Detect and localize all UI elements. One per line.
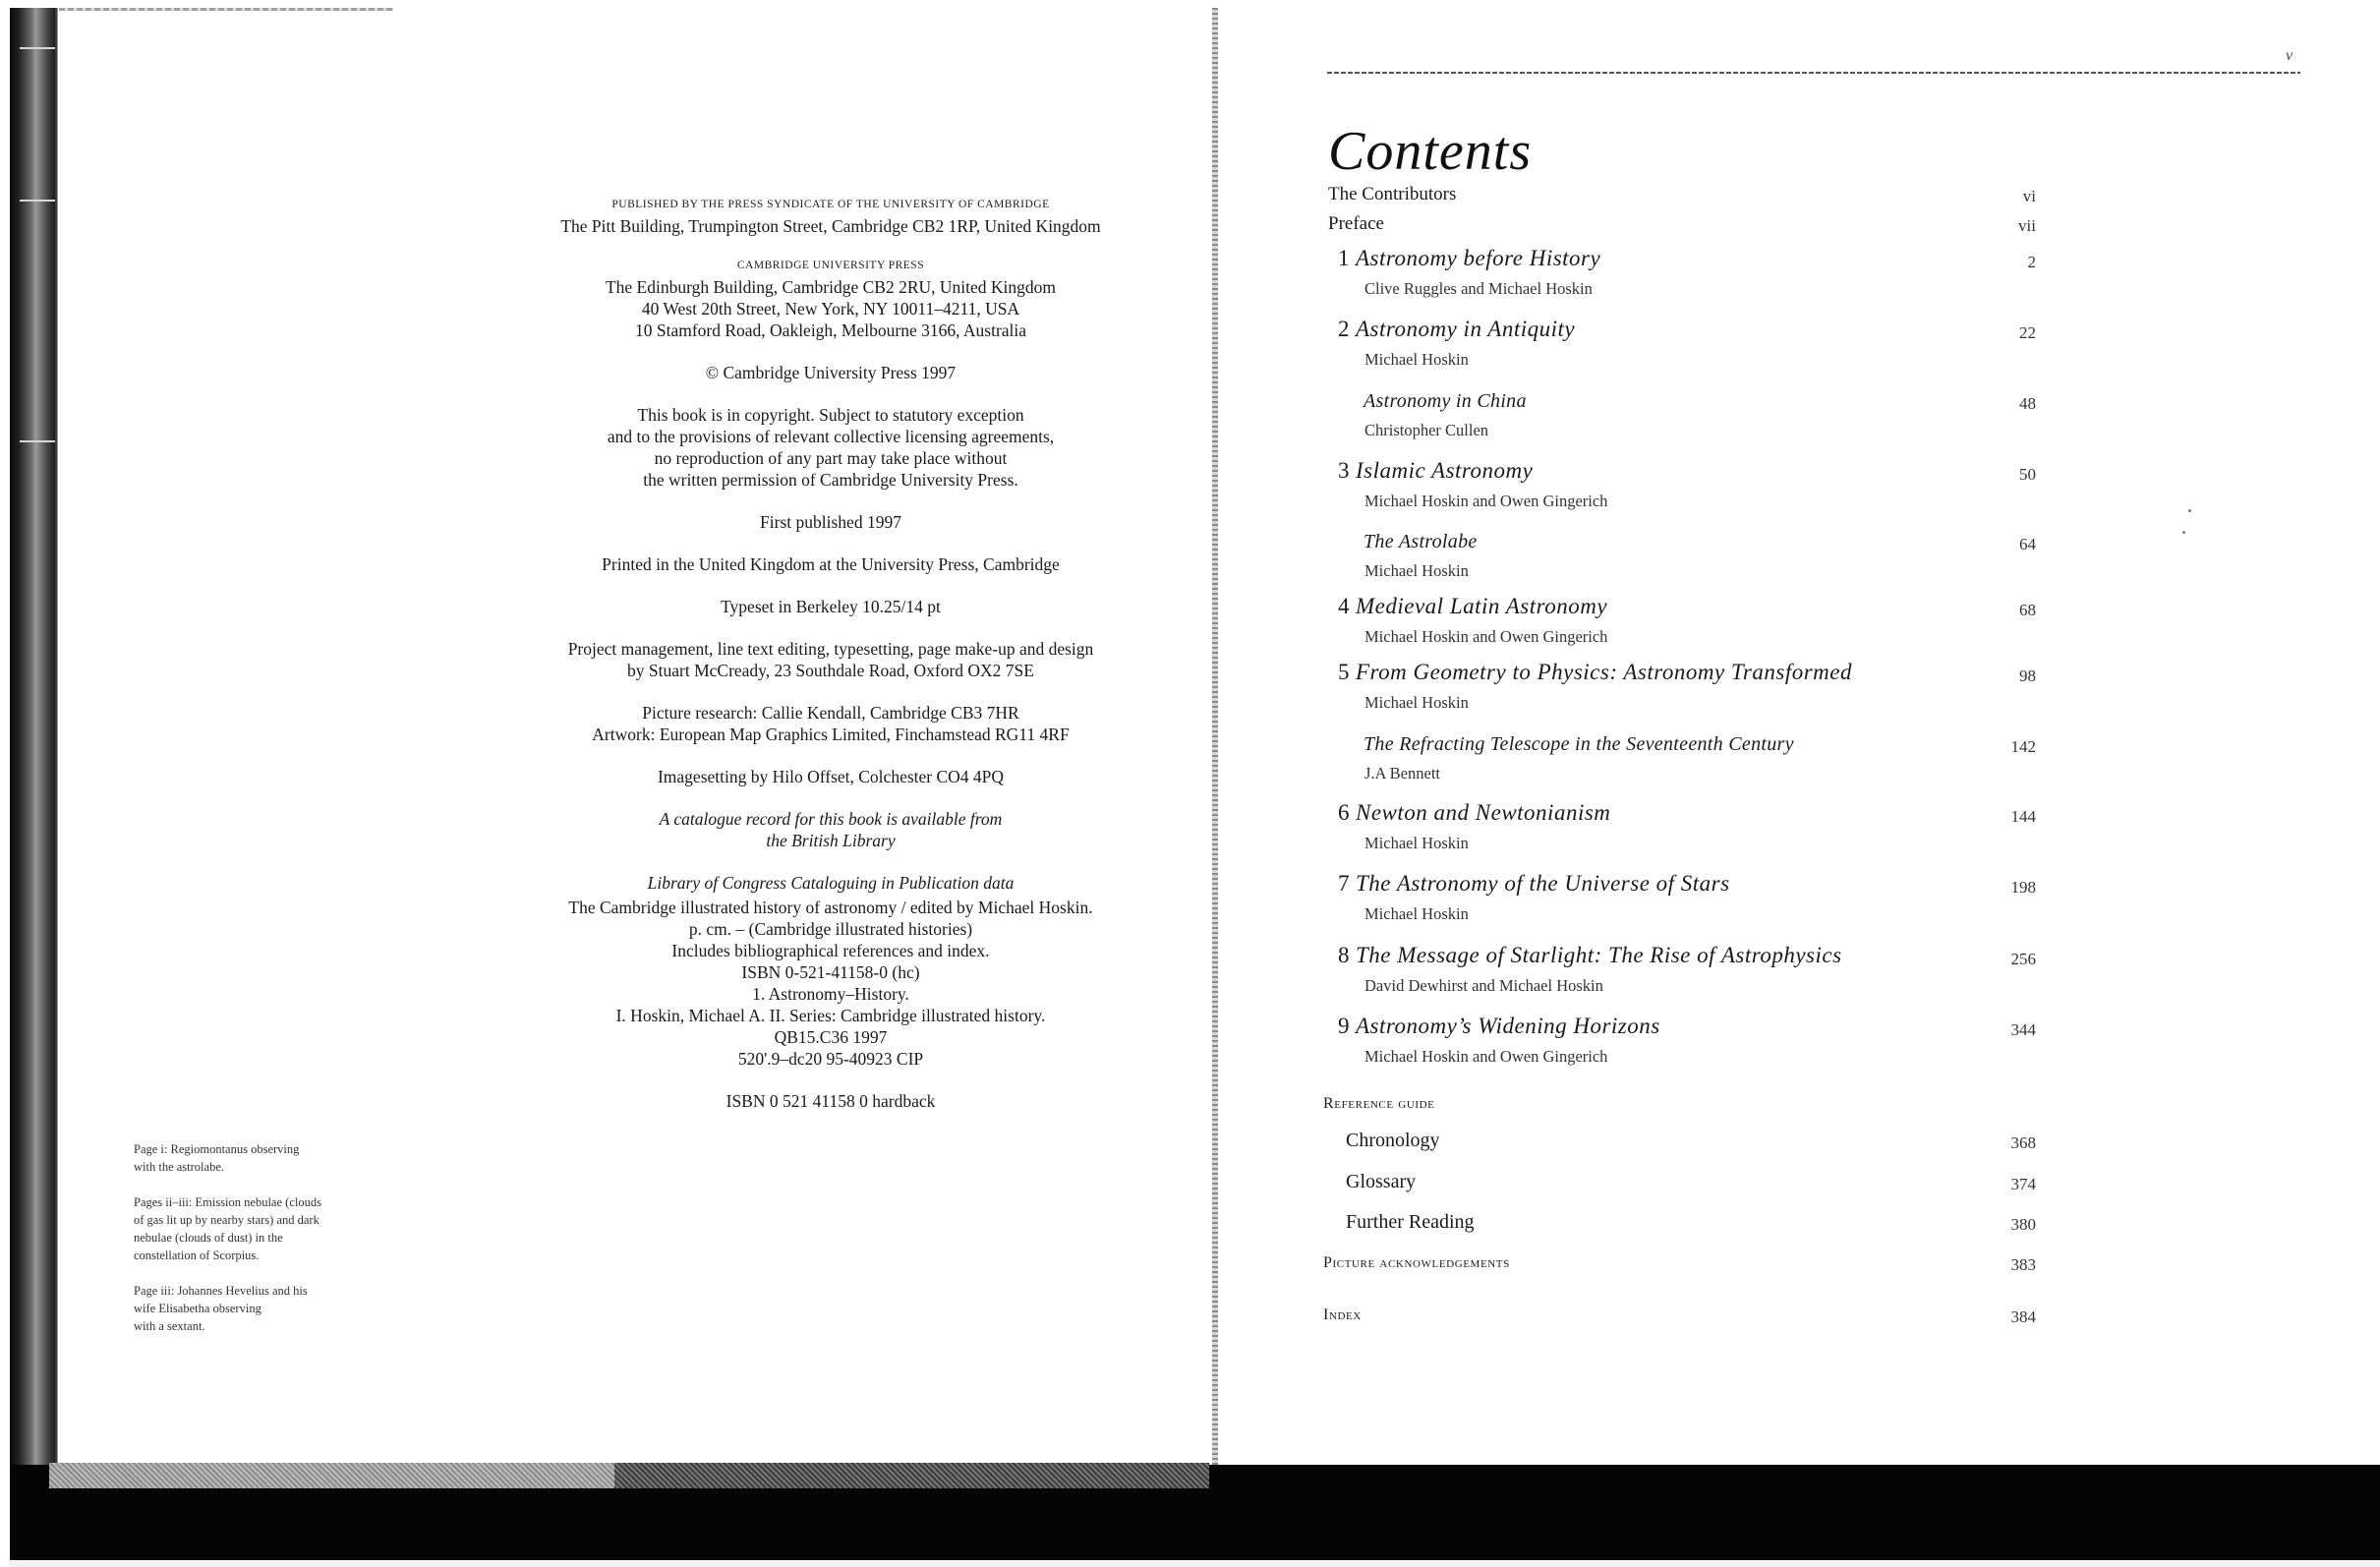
caption-line: of gas lit up by nearby stars) and dark <box>134 1213 319 1227</box>
caption-line: Page i: Regiomontanus observing <box>134 1142 300 1156</box>
toc-page-number: 48 <box>2019 394 2036 413</box>
page-number: v <box>2286 47 2293 64</box>
toc-page-number: 68 <box>2019 601 2036 619</box>
imprint-line: 520'.9–dc20 95-40923 CIP <box>737 1049 924 1069</box>
chapter-number: 5 <box>1338 660 1350 684</box>
toc-author: Michael Hoskin and Owen Gingerich <box>1364 1047 1608 1066</box>
toc-chapter-title <box>1338 246 1600 271</box>
toc-reference-title: Glossary <box>1346 1171 1417 1192</box>
toc-author: Clive Ruggles and Michael Hoskin <box>1364 279 1593 298</box>
imprint-line: ISBN 0-521-41158-0 (hc) <box>741 962 920 982</box>
imprint-line: PUBLISHED BY THE PRESS SYNDICATE OF THE UNIVERSITY OF CAMBRIDGE <box>611 199 1050 210</box>
imprint-line: Project management, line text editing, typesetting, page make-up and design <box>567 639 1094 659</box>
toc-author: Michael Hoskin <box>1364 693 1469 712</box>
toc-feature-title: The Refracting Telescope in the Seventeenth Century <box>1364 733 1794 755</box>
imprint-line: Imagesetting by Hilo Offset, Colchester CO4 4PQ <box>657 767 1005 786</box>
scan-speck <box>2188 509 2191 512</box>
toc-chapter-title <box>1338 943 1842 968</box>
toc-page-number: 380 <box>2010 1215 2036 1234</box>
imprint-line: the British Library <box>766 831 896 850</box>
toc-page-number: vi <box>2022 187 2036 205</box>
book-edge-left <box>10 8 57 1478</box>
imprint-line: The Pitt Building, Trumpington Street, Cambridge CB2 1RP, United Kingdom <box>560 216 1101 236</box>
imprint-block <box>452 872 1209 894</box>
imprint-line: The Cambridge illustrated history of astronomy / edited by Michael Hoskin. <box>568 898 1093 917</box>
imprint-line: Library of Congress Cataloguing in Publication data <box>647 873 1015 893</box>
toc-chapter-title <box>1338 317 1575 342</box>
toc-page-number: 368 <box>2010 1133 2036 1152</box>
toc-author: Michael Hoskin <box>1364 834 1469 852</box>
toc-author: David Dewhirst and Michael Hoskin <box>1364 976 1603 995</box>
chapter-number: 3 <box>1338 458 1350 483</box>
chapter-title: Astronomy’s Widening Horizons <box>1356 1014 1660 1038</box>
page-edge-strip-mid <box>614 1463 1209 1488</box>
imprint-line: Includes bibliographical references and index. <box>671 941 990 960</box>
toc-title: Preface <box>1328 213 1384 234</box>
toc-author: Michael Hoskin <box>1364 350 1469 369</box>
caption <box>134 1140 389 1176</box>
toc-chapter-title <box>1338 458 1533 484</box>
imprint-line: QB15.C36 1997 <box>774 1027 888 1047</box>
imprint-line: and to the provisions of relevant collective licensing agreements, <box>607 427 1055 446</box>
imprint-line: 1. Astronomy–History. <box>752 984 909 1004</box>
caption-line: with a sextant. <box>134 1319 205 1333</box>
imprint-line: The Edinburgh Building, Cambridge CB2 2RU, United Kingdom <box>605 277 1057 297</box>
caption-line: wife Elisabetha observing <box>134 1302 261 1315</box>
chapter-number: 1 <box>1338 246 1350 270</box>
toc-title: The Contributors <box>1328 184 1457 204</box>
chapter-title: Newton and Newtonianism <box>1356 800 1611 825</box>
toc-author: Christopher Cullen <box>1364 421 1489 439</box>
scan-speck <box>2182 531 2185 534</box>
toc-page-number: vii <box>2018 216 2036 235</box>
toc-page-number: 384 <box>2010 1307 2036 1326</box>
chapter-number: 6 <box>1338 800 1350 825</box>
imprint-block <box>452 362 1209 383</box>
imprint-line: no reproduction of any part may take place without <box>654 448 1008 468</box>
toc-page-number: 2 <box>2027 253 2036 271</box>
chapter-number: 9 <box>1338 1014 1350 1038</box>
caption-line: with the astrolabe. <box>134 1160 224 1174</box>
imprint-line: Printed in the United Kingdom at the University Press, Cambridge <box>602 554 1060 574</box>
imprint-line: CAMBRIDGE UNIVERSITY PRESS <box>736 260 925 271</box>
imprint-block <box>452 808 1209 851</box>
scan-artifact-top <box>59 8 393 11</box>
toc-page-number: 144 <box>2010 807 2036 826</box>
chapter-title: From Geometry to Physics: Astronomy Transformed <box>1356 660 1852 684</box>
toc-page-number: 344 <box>2010 1020 2036 1039</box>
toc-page-number: 198 <box>2010 878 2036 897</box>
imprint-block <box>452 638 1209 681</box>
imprint-line: p. cm. – (Cambridge illustrated histories) <box>688 919 973 939</box>
caption-line: constellation of Scorpius. <box>134 1248 260 1262</box>
chapter-title: Astronomy in Antiquity <box>1356 317 1576 341</box>
imprint-line: by Stuart McCready, 23 Southdale Road, Oxford OX2 7SE <box>627 661 1034 680</box>
toc-reference-title: Chronology <box>1346 1130 1440 1151</box>
imprint-line: First published 1997 <box>760 512 901 532</box>
caption-line: Pages ii–iii: Emission nebulae (clouds <box>134 1195 321 1209</box>
imprint-block <box>452 596 1209 617</box>
imprint-block <box>452 511 1209 533</box>
toc-page-number: 142 <box>2010 737 2036 756</box>
toc-section-title: Index <box>1323 1306 1362 1323</box>
toc-page-number: 383 <box>2010 1255 2036 1274</box>
toc-feature-title: Astronomy in China <box>1364 390 1527 412</box>
page-border-left <box>55 8 58 1473</box>
toc-page-number: 374 <box>2010 1175 2036 1193</box>
imprint-line: This book is in copyright. Subject to statutory exception <box>637 405 1024 425</box>
imprint-line: 10 Stamford Road, Oakleigh, Melbourne 3166, Australia <box>634 320 1027 340</box>
imprint-block <box>452 897 1209 1070</box>
toc-author: Michael Hoskin and Owen Gingerich <box>1364 627 1608 646</box>
caption <box>134 1193 389 1264</box>
imprint-block <box>452 1090 1209 1112</box>
toc-author: Michael Hoskin and Owen Gingerich <box>1364 492 1608 510</box>
caption <box>134 1282 389 1335</box>
imprint-block <box>452 258 1209 273</box>
toc-page-number: 64 <box>2019 535 2036 553</box>
toc-reference-title: Further Reading <box>1346 1211 1475 1233</box>
toc-chapter-title <box>1338 594 1607 619</box>
imprint-block <box>452 197 1209 212</box>
toc-author: Michael Hoskin <box>1364 904 1469 923</box>
toc-author: J.A Bennett <box>1364 764 1440 783</box>
toc-chapter-title <box>1338 871 1730 897</box>
chapter-number: 2 <box>1338 317 1350 341</box>
caption-line: nebulae (clouds of dust) in the <box>134 1231 283 1245</box>
imprint-line: Picture research: Callie Kendall, Cambridge CB3 7HR <box>642 703 1019 723</box>
toc-page-number: 50 <box>2019 465 2036 484</box>
chapter-title: Astronomy before History <box>1356 246 1601 270</box>
toc-page-number: 22 <box>2019 323 2036 342</box>
chapter-title: The Message of Starlight: The Rise of Astrophysics <box>1356 943 1842 967</box>
chapter-number: 4 <box>1338 594 1350 618</box>
imprint-line: A catalogue record for this book is available from <box>659 809 1003 829</box>
imprint-line: I. Hoskin, Michael A. II. Series: Cambridge illustrated history. <box>615 1006 1046 1025</box>
toc-section-title: Reference guide <box>1323 1095 1435 1112</box>
imprint-block <box>452 766 1209 787</box>
imprint-line: © Cambridge University Press 1997 <box>705 363 957 382</box>
imprint-line: ISBN 0 521 41158 0 hardback <box>726 1091 936 1111</box>
imprint-block <box>452 404 1209 491</box>
chapter-title: The Astronomy of the Universe of Stars <box>1356 871 1730 896</box>
chapter-title: Medieval Latin Astronomy <box>1356 594 1608 618</box>
toc-page-number: 98 <box>2019 667 2036 685</box>
imprint-line: Typeset in Berkeley 10.25/14 pt <box>721 597 941 616</box>
imprint-line: the written permission of Cambridge University Press. <box>643 470 1018 490</box>
chapter-number: 7 <box>1338 871 1350 896</box>
chapter-title: Islamic Astronomy <box>1356 458 1534 483</box>
copyright-imprint <box>452 197 1209 1132</box>
imprint-block <box>452 553 1209 575</box>
imprint-line: 40 West 20th Street, New York, NY 10011–4211, USA <box>641 299 1020 319</box>
toc-chapter-title <box>1338 1014 1660 1039</box>
page-title: Contents <box>1328 121 1533 182</box>
caption-line: Page iii: Johannes Hevelius and his <box>134 1284 308 1298</box>
toc-page-number: 256 <box>2010 950 2036 968</box>
scan-bottom-edge <box>10 1560 2380 1567</box>
toc-feature-title: The Astrolabe <box>1364 531 1478 552</box>
header-rule <box>1327 72 2300 74</box>
imprint-block <box>452 276 1209 341</box>
toc-chapter-title <box>1338 800 1610 826</box>
page-edge-strip-left <box>49 1463 614 1488</box>
toc-section-title: Picture acknowledgements <box>1323 1254 1510 1271</box>
frontispiece-captions <box>134 1140 389 1353</box>
toc-author: Michael Hoskin <box>1364 561 1469 580</box>
imprint-block <box>452 215 1209 237</box>
chapter-number: 8 <box>1338 943 1350 967</box>
toc-chapter-title <box>1338 660 1852 685</box>
imprint-block <box>452 702 1209 745</box>
book-spine <box>1212 8 1218 1473</box>
imprint-line: Artwork: European Map Graphics Limited, Finchamstead RG11 4RF <box>592 725 1070 744</box>
